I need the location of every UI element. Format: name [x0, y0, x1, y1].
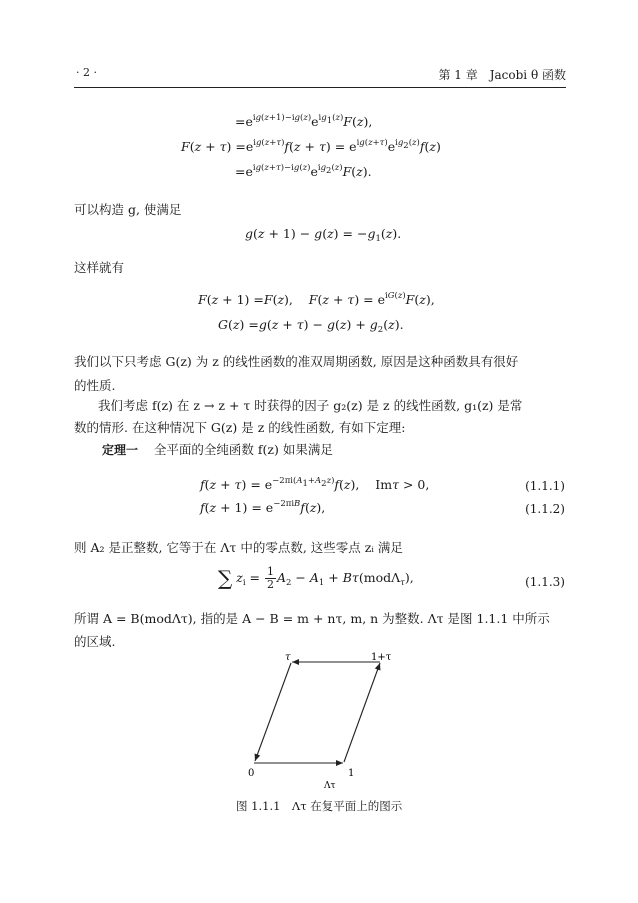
equation-1-1-1: $f(z + \tau) = e^{-2\pi i(A_1+A_2z)}f(z)$, Imτ > 0, [200, 476, 430, 492]
label-tau: τ [285, 652, 291, 663]
paragraph-quasi-periodic-line-1: 我们以下只考虑 G(z) 为 z 的线性函数的准双周期函数, 原因是这种函数具有很好 [74, 354, 519, 369]
equation-g-difference: $g(z + 1) - g(z) = -g_1(z)$. [245, 226, 402, 244]
equation-line-1: $=e^{ig(z+1)-ig(z)}e^{ig_1(z)}F(z)$, [235, 113, 373, 129]
running-header-chapter: 第 1 章 Jacobi θ 函数 [438, 68, 566, 82]
theorem-label: 定理一 [102, 443, 139, 457]
paragraph-factor-line-1: 我们考虑 f(z) 在 z → z + τ 时获得的因子 g₂(z) 是 z 的线性函数, g₁(z) 是常 [98, 398, 523, 413]
label-zero: 0 [248, 768, 255, 779]
edge-tau-to-zero [255, 663, 291, 761]
equation-1-1-2: $f(z + 1) = e^{-2\pi iB}f(z)$, [200, 499, 326, 515]
label-one: 1 [348, 768, 355, 779]
paragraph-construct-g: 可以构造 g, 使满足 [74, 202, 182, 217]
paragraph-modulo-definition-line-2: 的区域. [74, 634, 116, 649]
fraction-one-half: $\frac{1}{2}$ [267, 565, 274, 591]
label-lambda-tau: Λτ [324, 781, 336, 791]
figure-caption: 图 1.1.1 Λτ 在复平面上的图示 [236, 799, 403, 813]
equation-line-2: $F(z + \tau) =e^{ig(z+\tau)}f(z + \tau) = e^{ig(z+\tau)}e^{ig_2(z)}f(z)$ [181, 138, 441, 154]
paragraph-thus: 这样就有 [74, 260, 125, 275]
edge-one-to-one-plus-tau [344, 663, 380, 762]
equation-number-1-1-3: (1.1.3) [525, 575, 565, 589]
header-rule [74, 87, 566, 88]
label-one-plus-tau: 1+τ [371, 652, 392, 663]
equation-line-3: $=e^{ig(z+\tau)-ig(z)}e^{ig_2(z)}F(z)$. [235, 163, 372, 179]
equation-number-1-1-2: (1.1.2) [525, 502, 565, 516]
theorem-statement [102, 440, 333, 458]
page-number: · 2 · [76, 66, 97, 79]
equation-G-definition: $G(z) =g(z + \tau) - g(z) + g_2(z)$. [218, 317, 404, 335]
parallelogram-figure [240, 648, 400, 793]
theorem-text: 全平面的全纯函数 f(z) 如果满足 [153, 442, 333, 457]
equation-F-periodicity: F(z + 1) =F(z), $F(z + \tau) = e^{iG(z)}F(z)$, [198, 291, 435, 307]
paragraph-A2-zeros: 则 A₂ 是正整数, 它等于在 Λτ 中的零点数, 这些零点 zᵢ 满足 [74, 540, 403, 555]
equation-1-1-3: ∑ $z_i$ = $\frac{1}{2}$ $A_2 - A_1 + B\tau(mod\Lambda_\tau)$, [218, 565, 414, 591]
paragraph-quasi-periodic-line-2: 的性质. [74, 378, 116, 393]
equation-number-1-1-1: (1.1.1) [525, 479, 565, 493]
paragraph-factor-line-2: 数的情形. 在这种情况下 G(z) 是 z 的线性函数, 有如下定理: [74, 420, 406, 435]
paragraph-modulo-definition-line-1: 所谓 A = B(modΛτ), 指的是 A − B = m + nτ, m, n 为整数. Λτ 是图 1.1.1 中所示 [74, 611, 550, 626]
